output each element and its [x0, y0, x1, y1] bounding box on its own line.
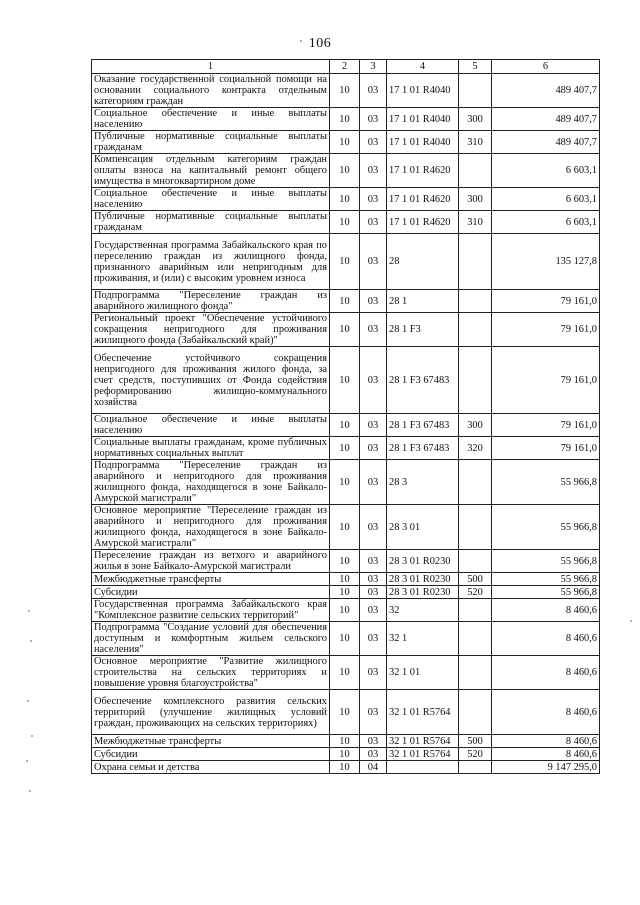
- page-number: 106: [308, 36, 332, 51]
- column-header-name: 1: [92, 60, 330, 74]
- row-target-article: 17 1 01 R4620: [387, 188, 459, 211]
- row-name: Переселение граждан из ветхого и аварийного жилья в зоне Байкало-Амурской магистрали: [92, 550, 330, 573]
- budget-table: [91, 59, 600, 774]
- row-subsection-code: 03: [360, 748, 387, 761]
- row-amount: 8 460,6: [492, 622, 600, 656]
- row-subsection-code: 03: [360, 108, 387, 131]
- row-subsection-code: 03: [360, 313, 387, 347]
- row-target-article: 17 1 01 R4620: [387, 154, 459, 188]
- table-row: [92, 211, 600, 234]
- row-section-code: 10: [330, 188, 360, 211]
- table-row: [92, 313, 600, 347]
- row-section-code: 10: [330, 437, 360, 460]
- row-subsection-code: 03: [360, 437, 387, 460]
- row-subsection-code: 03: [360, 460, 387, 505]
- row-target-article: 32: [387, 599, 459, 622]
- table-row: [92, 550, 600, 573]
- table-row: [92, 234, 600, 290]
- row-section-code: 10: [330, 505, 360, 550]
- scan-speckle: [29, 790, 31, 792]
- table-row: [92, 690, 600, 735]
- row-target-article: 28 3 01 R0230: [387, 573, 459, 586]
- table-row: [92, 622, 600, 656]
- row-expense-type: [459, 656, 492, 690]
- row-amount: 8 460,6: [492, 656, 600, 690]
- row-subsection-code: 03: [360, 347, 387, 414]
- row-section-code: 10: [330, 290, 360, 313]
- row-name: Обеспечение комплексного развития сельских территорий (улучшение жилищных условий граждан, проживающих на сельских территориях): [92, 690, 330, 735]
- table-row: [92, 460, 600, 505]
- row-name: Публичные нормативные социальные выплаты гражданам: [92, 131, 330, 154]
- row-amount: 79 161,0: [492, 414, 600, 437]
- row-amount: 55 966,8: [492, 505, 600, 550]
- row-subsection-code: 03: [360, 188, 387, 211]
- row-name: Социальное обеспечение и иные выплаты населению: [92, 188, 330, 211]
- row-section-code: 10: [330, 599, 360, 622]
- row-amount: 55 966,8: [492, 460, 600, 505]
- row-section-code: 10: [330, 211, 360, 234]
- table-row: [92, 656, 600, 690]
- row-amount: 8 460,6: [492, 690, 600, 735]
- row-expense-type: [459, 313, 492, 347]
- row-expense-type: [459, 550, 492, 573]
- row-subsection-code: 03: [360, 599, 387, 622]
- row-expense-type: 300: [459, 108, 492, 131]
- table-row: [92, 347, 600, 414]
- row-section-code: 10: [330, 347, 360, 414]
- table-row: [92, 74, 600, 108]
- scan-speckle: [630, 620, 632, 622]
- row-section-code: 10: [330, 74, 360, 108]
- row-expense-type: [459, 154, 492, 188]
- row-expense-type: 310: [459, 211, 492, 234]
- row-amount: 8 460,6: [492, 735, 600, 748]
- column-header-section: 2: [330, 60, 360, 74]
- row-expense-type: 500: [459, 573, 492, 586]
- row-target-article: 28 1 F3 67483: [387, 437, 459, 460]
- row-name: Социальные выплаты гражданам, кроме публичных нормативных социальных выплат: [92, 437, 330, 460]
- row-name: Обеспечение устойчивого сокращения непригодного для проживания жилого фонда, за счет средств, поступивших от Фонда содействия реформированию жилищно-коммунального хозяйства: [92, 347, 330, 414]
- row-amount: 6 603,1: [492, 211, 600, 234]
- row-subsection-code: 03: [360, 234, 387, 290]
- row-subsection-code: 03: [360, 505, 387, 550]
- row-section-code: 10: [330, 313, 360, 347]
- table-row: [92, 414, 600, 437]
- row-name: Основное мероприятие "Переселение граждан из аварийного и непригодного для проживания жилищного фонда, находящегося в зоне Байкало-Амурской магистрали": [92, 505, 330, 550]
- row-target-article: 28 3 01: [387, 505, 459, 550]
- column-header-target-article: 4: [387, 60, 459, 74]
- row-section-code: 10: [330, 761, 360, 774]
- row-section-code: 10: [330, 748, 360, 761]
- row-subsection-code: 03: [360, 74, 387, 108]
- row-subsection-code: 03: [360, 550, 387, 573]
- scan-speckle: [31, 735, 33, 737]
- row-subsection-code: 04: [360, 761, 387, 774]
- row-name: Охрана семьи и детства: [92, 761, 330, 774]
- row-expense-type: [459, 690, 492, 735]
- row-section-code: 10: [330, 154, 360, 188]
- row-name: Субсидии: [92, 586, 330, 599]
- row-expense-type: [459, 761, 492, 774]
- table-body: [92, 74, 600, 774]
- row-subsection-code: 03: [360, 573, 387, 586]
- table-row: [92, 761, 600, 774]
- row-amount: 6 603,1: [492, 154, 600, 188]
- table-row: [92, 599, 600, 622]
- row-expense-type: [459, 234, 492, 290]
- row-target-article: 28 3: [387, 460, 459, 505]
- row-amount: 135 127,8: [492, 234, 600, 290]
- table-header: [92, 60, 600, 74]
- row-name: Межбюджетные трансферты: [92, 735, 330, 748]
- table-row: [92, 290, 600, 313]
- row-section-code: 10: [330, 735, 360, 748]
- row-amount: 489 407,7: [492, 131, 600, 154]
- table-row: [92, 505, 600, 550]
- row-section-code: 10: [330, 550, 360, 573]
- scan-speckle: [30, 640, 32, 642]
- row-target-article: 17 1 01 R4040: [387, 74, 459, 108]
- row-subsection-code: 03: [360, 735, 387, 748]
- row-name: Межбюджетные трансферты: [92, 573, 330, 586]
- row-section-code: 10: [330, 622, 360, 656]
- row-section-code: 10: [330, 586, 360, 599]
- row-expense-type: [459, 347, 492, 414]
- row-amount: 9 147 295,0: [492, 761, 600, 774]
- row-amount: 79 161,0: [492, 290, 600, 313]
- row-name: Региональный проект "Обеспечение устойчивого сокращения непригодного для проживания жилищного фонда (Забайкальский край)": [92, 313, 330, 347]
- row-expense-type: 300: [459, 188, 492, 211]
- row-subsection-code: 03: [360, 690, 387, 735]
- row-section-code: 10: [330, 234, 360, 290]
- row-name: Субсидии: [92, 748, 330, 761]
- scan-speckle: [26, 760, 28, 762]
- row-target-article: 17 1 01 R4620: [387, 211, 459, 234]
- row-name: Компенсация отдельным категориям граждан оплаты взноса на капитальный ремонт общего имущества в многоквартирном доме: [92, 154, 330, 188]
- row-target-article: 32 1 01: [387, 656, 459, 690]
- row-expense-type: [459, 290, 492, 313]
- header-row: [92, 60, 600, 74]
- row-name: Подпрограмма "Создание условий для обеспечения доступным и комфортным жильем сельского населения": [92, 622, 330, 656]
- row-target-article: 32 1 01 R5764: [387, 690, 459, 735]
- row-target-article: 28 3 01 R0230: [387, 550, 459, 573]
- row-expense-type: [459, 74, 492, 108]
- row-section-code: 10: [330, 573, 360, 586]
- row-target-article: 28 1 F3 67483: [387, 347, 459, 414]
- row-target-article: 32 1: [387, 622, 459, 656]
- row-name: Социальное обеспечение и иные выплаты населению: [92, 414, 330, 437]
- row-subsection-code: 03: [360, 414, 387, 437]
- row-name: Социальное обеспечение и иные выплаты населению: [92, 108, 330, 131]
- row-name: Оказание государственной социальной помощи на основании социального контракта отдельным категориям граждан: [92, 74, 330, 108]
- row-amount: 79 161,0: [492, 313, 600, 347]
- row-subsection-code: 03: [360, 586, 387, 599]
- row-subsection-code: 03: [360, 656, 387, 690]
- row-name: Основное мероприятие "Развитие жилищного строительства на сельских территориях и повышение уровня благоустройства": [92, 656, 330, 690]
- row-subsection-code: 03: [360, 290, 387, 313]
- column-header-subsection: 3: [360, 60, 387, 74]
- row-name: Подпрограмма "Переселение граждан из аварийного и непригодного для проживания жилищного фонда, находящегося в зоне Байкало-Амурской магистрали": [92, 460, 330, 505]
- column-header-expense-type: 5: [459, 60, 492, 74]
- row-expense-type: [459, 505, 492, 550]
- row-section-code: 10: [330, 656, 360, 690]
- row-amount: 55 966,8: [492, 586, 600, 599]
- scan-speckle: [28, 610, 30, 612]
- row-expense-type: [459, 460, 492, 505]
- row-amount: 55 966,8: [492, 550, 600, 573]
- row-amount: 6 603,1: [492, 188, 600, 211]
- row-target-article: 28 1: [387, 290, 459, 313]
- table-row: [92, 131, 600, 154]
- row-target-article: 28 1 F3 67483: [387, 414, 459, 437]
- row-section-code: 10: [330, 690, 360, 735]
- row-amount: 55 966,8: [492, 573, 600, 586]
- scan-speckle: [27, 700, 29, 702]
- row-expense-type: 500: [459, 735, 492, 748]
- row-section-code: 10: [330, 460, 360, 505]
- row-expense-type: 300: [459, 414, 492, 437]
- row-amount: 489 407,7: [492, 74, 600, 108]
- row-subsection-code: 03: [360, 154, 387, 188]
- row-expense-type: 310: [459, 131, 492, 154]
- row-expense-type: [459, 599, 492, 622]
- row-subsection-code: 03: [360, 131, 387, 154]
- row-target-article: 32 1 01 R5764: [387, 735, 459, 748]
- row-target-article: 17 1 01 R4040: [387, 131, 459, 154]
- row-expense-type: [459, 622, 492, 656]
- row-amount: 489 407,7: [492, 108, 600, 131]
- scan-speckle: [300, 40, 302, 42]
- row-section-code: 10: [330, 108, 360, 131]
- table-row: [92, 586, 600, 599]
- row-amount: 79 161,0: [492, 437, 600, 460]
- row-expense-type: 520: [459, 586, 492, 599]
- table-row: [92, 735, 600, 748]
- row-amount: 79 161,0: [492, 347, 600, 414]
- column-header-amount: 6: [492, 60, 600, 74]
- row-name: Подпрограмма "Переселение граждан из аварийного жилищного фонда": [92, 290, 330, 313]
- row-section-code: 10: [330, 131, 360, 154]
- table-row: [92, 573, 600, 586]
- row-name: Публичные нормативные социальные выплаты гражданам: [92, 211, 330, 234]
- table-row: [92, 188, 600, 211]
- table-row: [92, 437, 600, 460]
- row-subsection-code: 03: [360, 622, 387, 656]
- row-name: Государственная программа Забайкальского края "Комплексное развитие сельских территорий": [92, 599, 330, 622]
- row-expense-type: 320: [459, 437, 492, 460]
- row-target-article: [387, 761, 459, 774]
- row-target-article: 28: [387, 234, 459, 290]
- row-expense-type: 520: [459, 748, 492, 761]
- table-row: [92, 748, 600, 761]
- row-target-article: 28 1 F3: [387, 313, 459, 347]
- row-amount: 8 460,6: [492, 599, 600, 622]
- row-section-code: 10: [330, 414, 360, 437]
- table-row: [92, 154, 600, 188]
- row-name: Государственная программа Забайкальского края по переселению граждан из жилищного фонда, признанного аварийным или непригодным для проживания, и (или) с высоким уровнем износа: [92, 234, 330, 290]
- row-target-article: 32 1 01 R5764: [387, 748, 459, 761]
- table-row: [92, 108, 600, 131]
- row-target-article: 17 1 01 R4040: [387, 108, 459, 131]
- row-target-article: 28 3 01 R0230: [387, 586, 459, 599]
- row-subsection-code: 03: [360, 211, 387, 234]
- row-amount: 8 460,6: [492, 748, 600, 761]
